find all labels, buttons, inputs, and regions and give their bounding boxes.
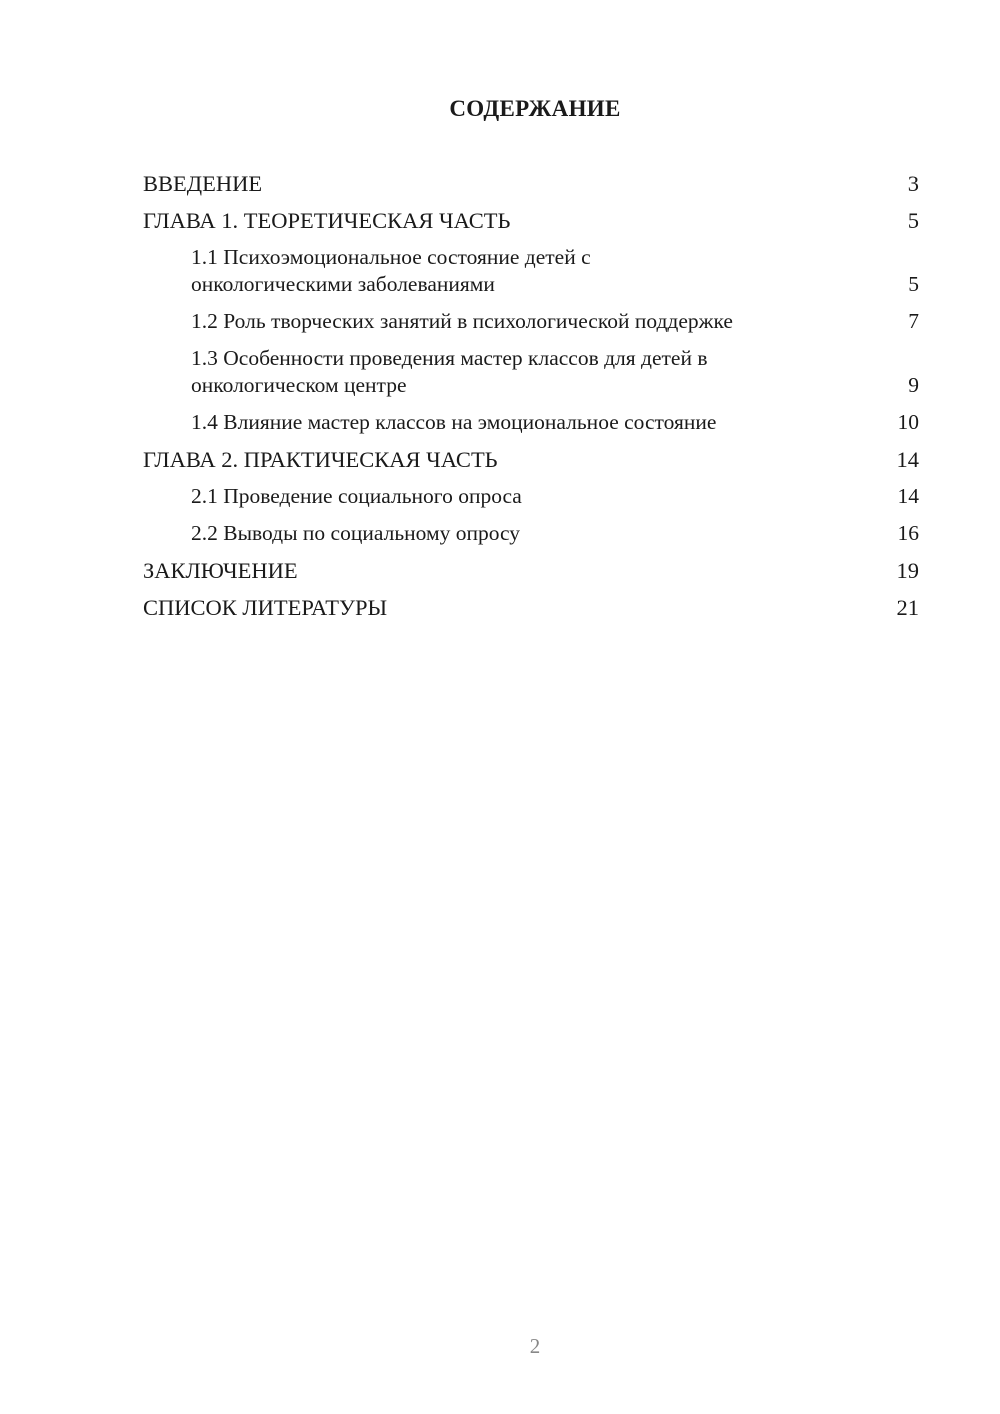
toc-entry-text: 2.1 Проведение социального опроса	[191, 484, 522, 508]
toc-entry-text	[191, 345, 919, 399]
toc-entry-page: 3	[907, 171, 919, 196]
toc-entry-text-line-1: 1.3 Особенности проведения мастер классов для детей в	[191, 346, 708, 370]
table-of-contents	[143, 170, 919, 631]
toc-entry-references[interactable]	[143, 594, 919, 621]
toc-entry-text: ГЛАВА 2. ПРАКТИЧЕСКАЯ ЧАСТЬ	[143, 447, 498, 472]
toc-entry-page: 7	[908, 309, 919, 333]
toc-entry-conclusion[interactable]	[143, 557, 919, 584]
toc-entry-page: 10	[897, 410, 919, 434]
toc-entry-section-2-1[interactable]	[143, 483, 919, 510]
toc-entry-text: СПИСОК ЛИТЕРАТУРЫ	[143, 595, 388, 620]
toc-entry-chapter-1[interactable]	[143, 207, 919, 234]
toc-entry-text: ЗАКЛЮЧЕНИЕ	[143, 558, 298, 583]
toc-entry-text: ГЛАВА 1. ТЕОРЕТИЧЕСКАЯ ЧАСТЬ	[143, 208, 511, 233]
toc-entry-section-1-2[interactable]	[143, 308, 919, 335]
page-title: СОДЕРЖАНИЕ	[449, 96, 621, 121]
toc-entry-text: 2.2 Выводы по социальному опросу	[191, 521, 521, 545]
toc-entry-text-line-2: онкологическими заболеваниями	[191, 272, 495, 296]
toc-entry-page: 19	[896, 558, 919, 583]
toc-entry-text	[191, 244, 919, 298]
toc-entry-page: 5	[907, 208, 919, 233]
toc-entry-text: 1.2 Роль творческих занятий в психологической поддержке	[191, 309, 733, 333]
toc-entry-page: 21	[896, 595, 919, 620]
toc-entry-page: 14	[896, 447, 919, 472]
toc-entry-page: 5	[908, 272, 919, 296]
toc-entry-section-2-2[interactable]	[143, 520, 919, 547]
toc-entry-page: 16	[897, 521, 919, 545]
toc-entry-section-1-1[interactable]	[143, 244, 919, 298]
toc-entry-page: 14	[897, 484, 919, 508]
page-number: 2	[529, 1334, 541, 1358]
toc-entry-chapter-2[interactable]	[143, 446, 919, 473]
toc-entry-text: ВВЕДЕНИЕ	[143, 171, 263, 196]
toc-entry-text: 1.4 Влияние мастер классов на эмоциональное состояние	[191, 410, 717, 434]
toc-entry-text-line-2: онкологическом центре	[191, 373, 407, 397]
toc-entry-page: 9	[908, 373, 919, 397]
toc-entry-text-line-1: 1.1 Психоэмоциональное состояние детей с	[191, 245, 591, 269]
toc-entry-section-1-3[interactable]	[143, 345, 919, 399]
toc-entry-section-1-4[interactable]	[143, 409, 919, 436]
toc-entry-introduction[interactable]	[143, 170, 919, 197]
